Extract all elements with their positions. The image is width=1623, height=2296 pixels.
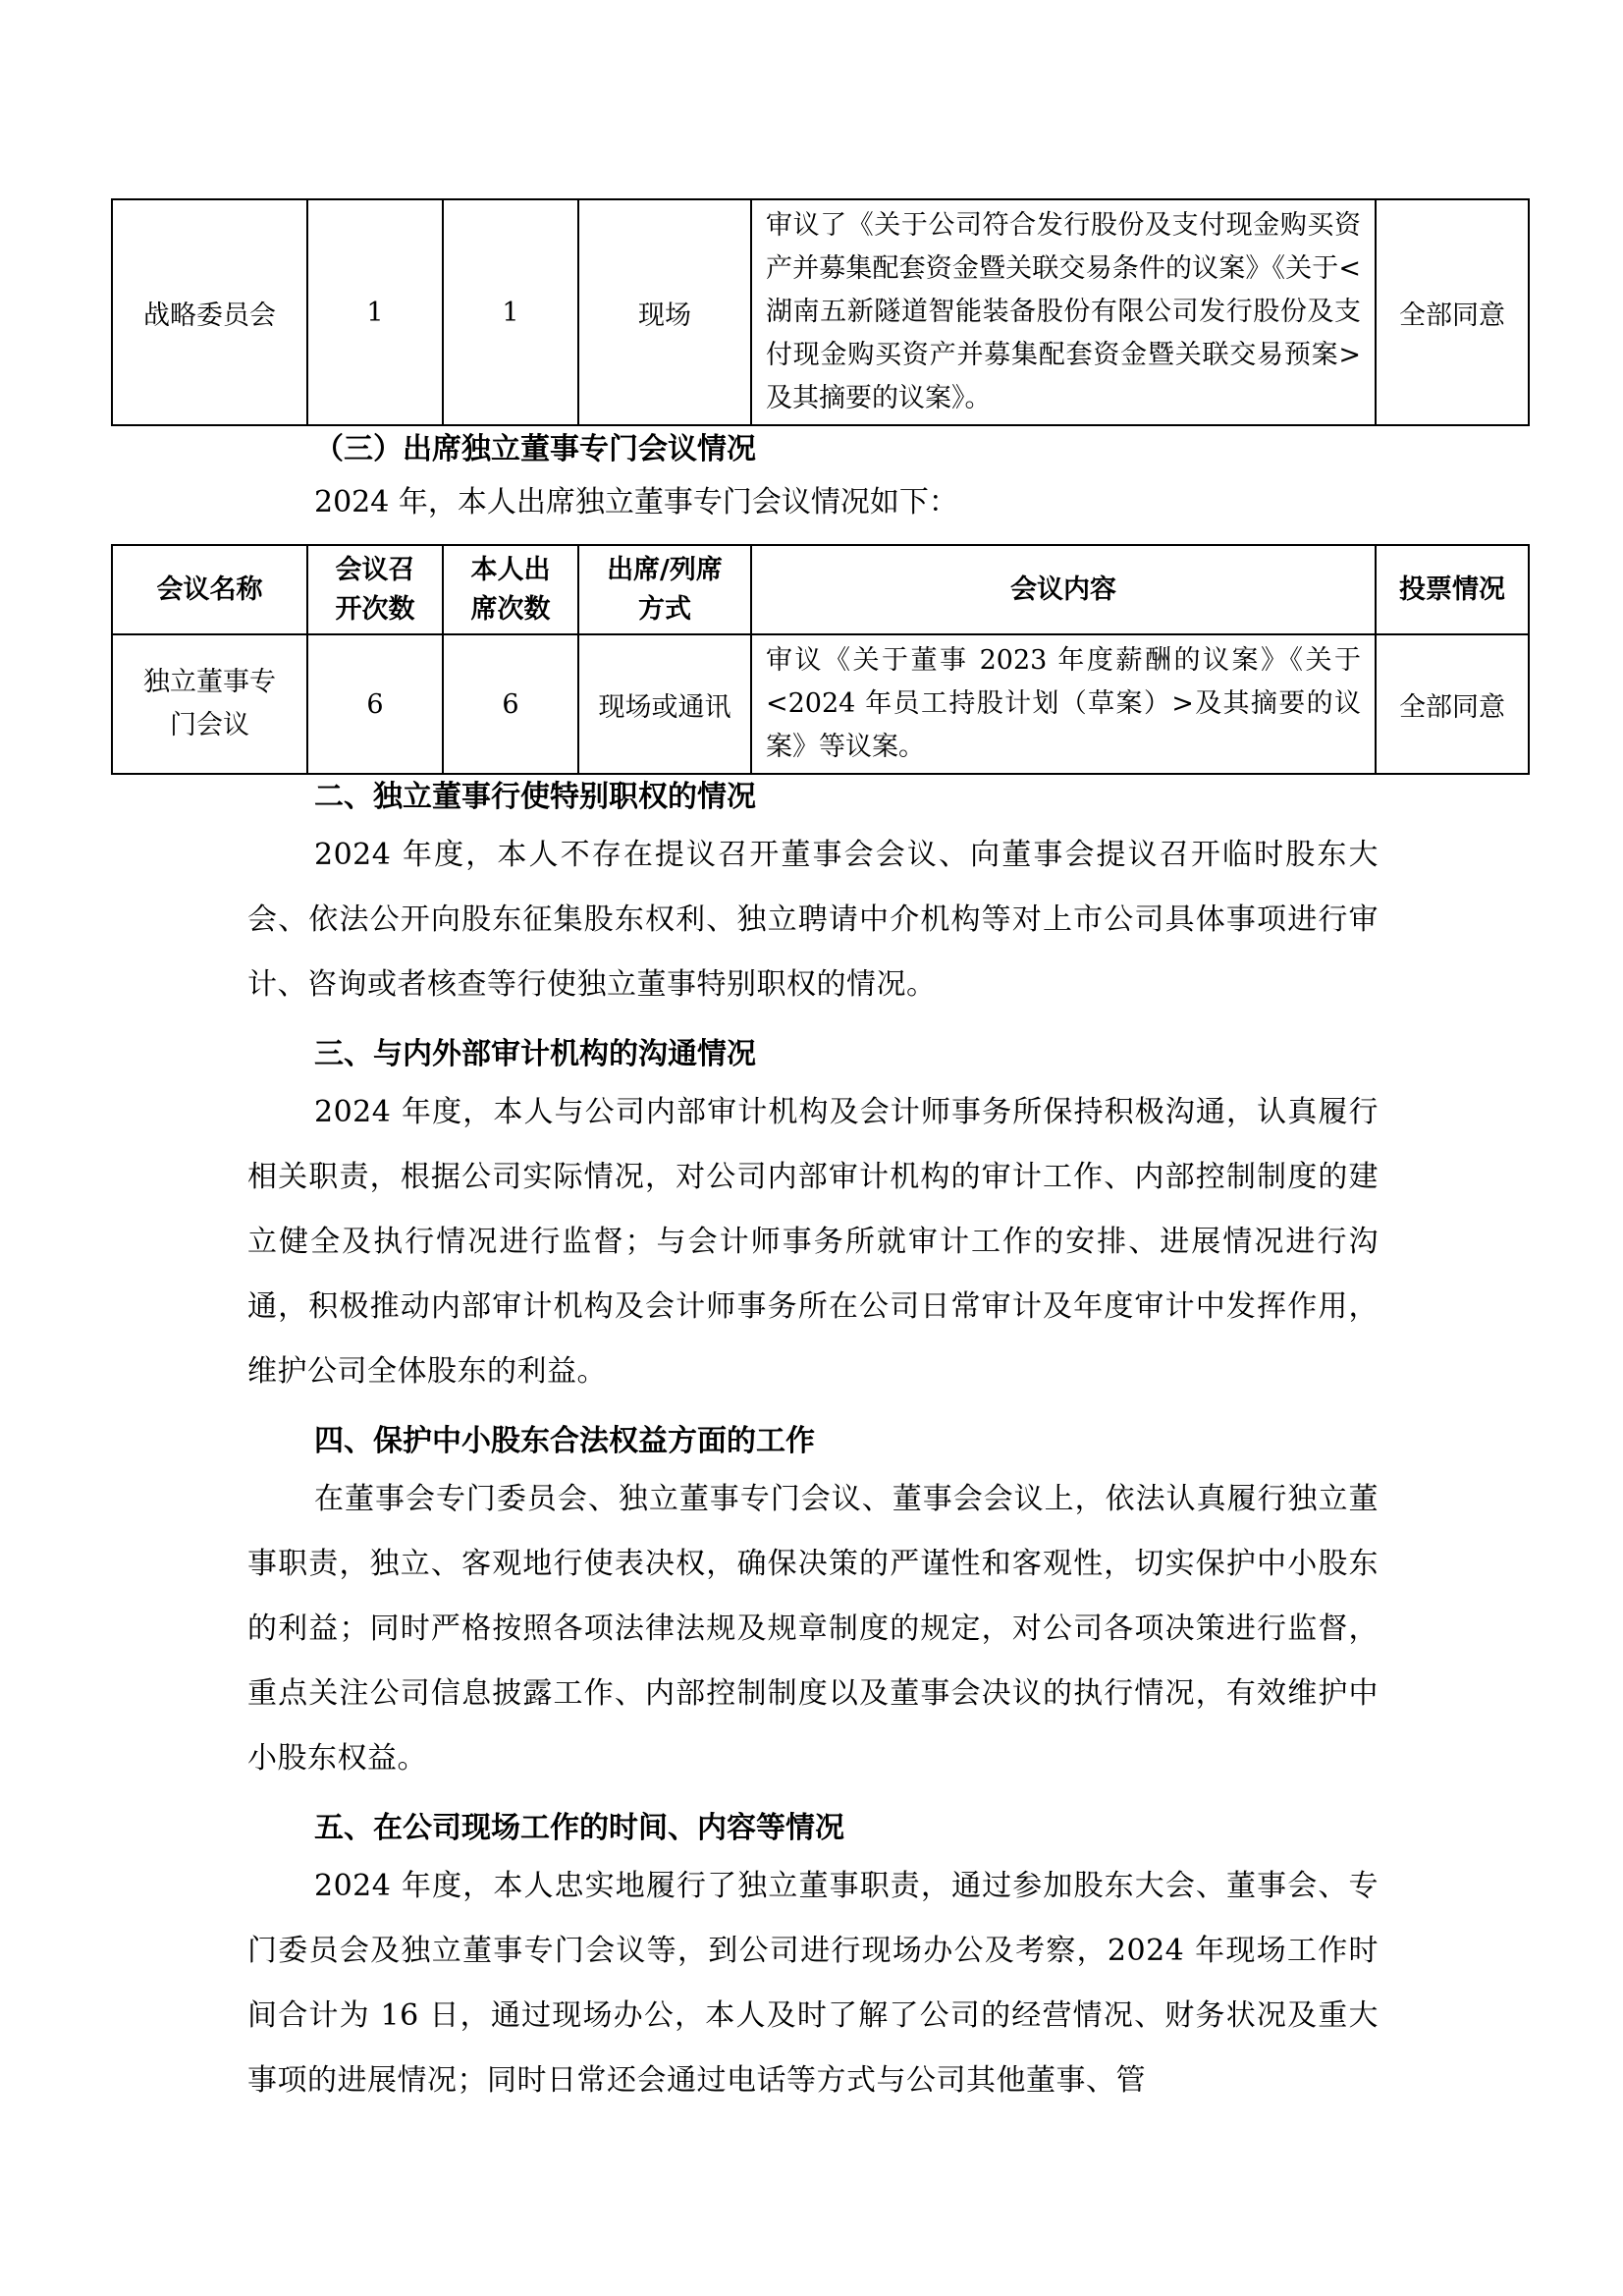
attended-count-cell: 1: [443, 199, 578, 425]
meeting-content-cell: 审议《关于董事 2023 年度薪酬的议案》《关于<2024 年员工持股计划（草案）>及其摘要的议案》等议案。: [751, 634, 1376, 774]
attended-count-cell: 6: [443, 634, 578, 774]
table-row: [112, 199, 1529, 425]
section-heading: 三、与内外部审计机构的沟通情况: [314, 1037, 756, 1071]
convened-count-cell: 6: [307, 634, 443, 774]
header-vote-result: 投票情况: [1376, 545, 1529, 634]
section-body: 在董事会专门委员会、独立董事专门会议、董事会会议上，依法认真履行独立董事职责，独立、客观地行使表决权，确保决策的严谨性和客观性，切实保护中小股东的利益；同时严格按照各项法律法规及规章制度的规定，对公司各项决策进行监督，重点关注公司信息披露工作、内部控制制度以及董事会决议的执行情况，有效维护中小股东权益。: [247, 1482, 1379, 1776]
attendance-mode-cell: 现场或通讯: [578, 634, 751, 774]
independent-director-meeting-table: [111, 544, 1530, 775]
convened-count-cell: 1: [307, 199, 443, 425]
attendance-mode-cell: 现场: [578, 199, 751, 425]
section-heading: 二、独立董事行使特别职权的情况: [314, 780, 756, 814]
header-meeting-name: 会议名称: [112, 545, 307, 634]
section-intro: 2024 年，本人出席独立董事专门会议情况如下：: [314, 485, 958, 519]
table-header-row: [112, 545, 1529, 634]
vote-result-cell: 全部同意: [1376, 634, 1529, 774]
header-meeting-content: 会议内容: [751, 545, 1376, 634]
meeting-name-cell: 独立董事专门会议: [112, 634, 307, 774]
header-convened: 会议召开次数: [307, 545, 443, 634]
vote-result-cell: 全部同意: [1376, 199, 1529, 425]
section-heading: 五、在公司现场工作的时间、内容等情况: [314, 1811, 844, 1845]
table-row: [112, 634, 1529, 774]
section-body: 2024 年度，本人忠实地履行了独立董事职责，通过参加股东大会、董事会、专门委员会及独立董事专门会议等，到公司进行现场办公及考察，2024 年现场工作时间合计为 16 日，通过现场办公，本人及时了解了公司的经营情况、财务状况及重大事项的进展情况；同时日常还会通过电话等方式与公司其他董事、管: [247, 1869, 1379, 2098]
section-heading: 四、保护中小股东合法权益方面的工作: [314, 1424, 815, 1458]
meeting-content-cell: 审议了《关于公司符合发行股份及支付现金购买资产并募集配套资金暨关联交易条件的议案》《关于<湖南五新隧道智能装备股份有限公司发行股份及支付现金购买资产并募集配套资金暨关联交易预案>及其摘要的议案》。: [751, 199, 1376, 425]
section-heading: （三）出席独立董事专门会议情况: [314, 432, 756, 466]
committee-meeting-table: [111, 198, 1530, 426]
meeting-name-cell: 战略委员会: [112, 199, 307, 425]
header-attended: 本人出席次数: [443, 545, 578, 634]
section-body: 2024 年度，本人与公司内部审计机构及会计师事务所保持积极沟通，认真履行相关职责，根据公司实际情况，对公司内部审计机构的审计工作、内部控制制度的建立健全及执行情况进行监督；与会计师事务所就审计工作的安排、进展情况进行沟通，积极推动内部审计机构及会计师事务所在公司日常审计及年度审计中发挥作用，维护公司全体股东的利益。: [247, 1095, 1379, 1389]
section-body: 2024 年度，本人不存在提议召开董事会会议、向董事会提议召开临时股东大会、依法公开向股东征集股东权利、独立聘请中介机构等对上市公司具体事项进行审计、咨询或者核查等行使独立董事特别职权的情况。: [247, 838, 1379, 1002]
header-attendance-mode: 出席/列席方式: [578, 545, 751, 634]
